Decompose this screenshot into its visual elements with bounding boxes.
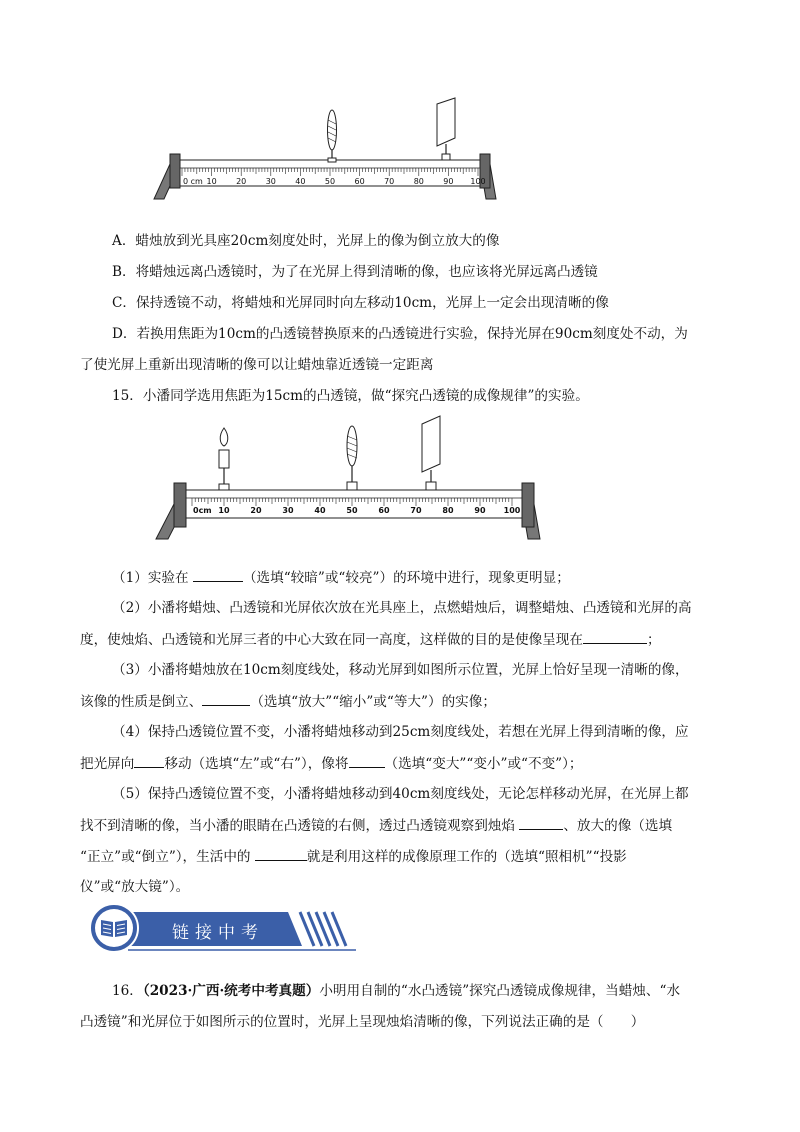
- ruler-label: 100: [470, 177, 486, 186]
- answer-blank[interactable]: [519, 815, 563, 830]
- question-16-line1: [112, 981, 680, 1001]
- ruler-label: 70: [384, 177, 395, 186]
- ruler-label: 30: [265, 177, 276, 186]
- q15-part4-line1: （4）保持凸透镜位置不变，小潘将蜡烛移动到25cm刻度线处，若想在光屏上得到清晰的像，应: [112, 724, 689, 740]
- q15-part2-line1: （2）小潘将蜡烛、凸透镜和光屏依次放在光具座上，点燃蜡烛后，调整蜡烛、凸透镜和光屏的高: [112, 600, 692, 616]
- optical-bench-figure-1: [150, 92, 500, 204]
- ruler-label: 90: [474, 506, 486, 515]
- ruler-label: 40: [295, 177, 306, 186]
- q15-part2-end: ；: [646, 632, 661, 648]
- book-icon: [90, 904, 138, 952]
- q15-part1-text: （1）实验在: [112, 570, 193, 586]
- ruler-label: 0cm: [193, 506, 212, 515]
- screen-icon: [437, 98, 455, 160]
- q15-part3-text-b: （选填“放大”“缩小”或“等大”）的实像；: [250, 694, 496, 710]
- ruler-label: 30: [282, 506, 294, 515]
- ruler-label: 10: [218, 506, 230, 515]
- q15-part3-text: 该像的性质是倒立、: [80, 694, 203, 710]
- q15-part5-line3: [80, 846, 627, 867]
- option-c: C．保持透镜不动，将蜡烛和光屏同时向左移动10cm，光屏上一定会出现清晰的像: [112, 295, 609, 311]
- lens-icon: [328, 110, 337, 162]
- q15-part3-line1: （3）小潘将蜡烛放在10cm刻度线处，移动光屏到如图所示位置，光屏上恰好呈现一清晰的像，: [112, 662, 689, 678]
- ruler-label: 20: [250, 506, 262, 515]
- q15-part5-text-d: 就是利用这样的成像原理工作的（选填“照相机”“投影: [306, 849, 627, 865]
- ruler-label: 80: [413, 177, 424, 186]
- ruler-label: 70: [410, 506, 422, 515]
- answer-blank[interactable]: [193, 567, 243, 582]
- option-d-line1: D．若换用焦距为10cm的凸透镜替换原来的凸透镜进行实验，保持光屏在90cm刻度处不动，为: [112, 326, 688, 342]
- ruler-label: 50: [346, 506, 358, 515]
- option-b: B．将蜡烛远离凸透镜时，为了在光屏上得到清晰的像，也应该将光屏远离凸透镜: [112, 264, 598, 280]
- answer-blank[interactable]: [202, 691, 250, 706]
- question-16-line2: 凸透镜”和光屏位于如图所示的位置时，光屏上呈现烛焰清晰的像，下列说法正确的是（ ）: [80, 1014, 645, 1030]
- answer-blank[interactable]: [255, 846, 307, 861]
- q15-part4-text-c: （选填“变大”“变小”或“不变”）；: [384, 756, 583, 772]
- answer-blank[interactable]: [134, 753, 164, 768]
- screen-icon: [422, 416, 440, 490]
- ruler-label: 80: [442, 506, 454, 515]
- ruler-label: 50: [324, 177, 336, 186]
- question-15-stem: 15．小潘同学选用焦距为15cm的凸透镜，做“探究凸透镜的成像规律”的实验。: [112, 388, 589, 404]
- question-16-number: 16．: [112, 983, 143, 999]
- section-banner-title: 链接中考: [172, 923, 264, 943]
- answer-blank[interactable]: [349, 753, 385, 768]
- q15-part1-text-b: （选填“较暗”或“较亮”）的环境中进行，现象更明显；: [242, 570, 570, 586]
- ruler-label: 40: [314, 506, 326, 515]
- ruler-label: 100: [503, 506, 521, 515]
- ruler-label: 90: [443, 177, 454, 186]
- question-16-text: 小明用自制的“水凸透镜”探究凸透镜成像规律，当蜡烛、“水: [319, 983, 681, 999]
- answer-blank[interactable]: [583, 629, 647, 644]
- q15-part5-text: 找不到清晰的像，当小潘的眼睛在凸透镜的右侧，透过凸透镜观察到烛焰: [80, 818, 520, 834]
- q15-part4-text: 把光屏向: [80, 756, 135, 772]
- option-d-line2: 了使光屏上重新出现清晰的像可以让蜡烛靠近透镜一定距离: [80, 357, 434, 373]
- ruler-label: 10: [206, 177, 217, 186]
- optical-bench-figure-2: [152, 412, 542, 544]
- q15-part4-text-b: 移动（选填“左”或“右”），像将: [164, 756, 349, 772]
- ruler-label: 20: [236, 177, 247, 186]
- q15-part2-text: 度，使烛焰、凸透镜和光屏三者的中心大致在同一高度，这样做的目的是使像呈现在: [80, 632, 583, 648]
- q15-part5-text-b: 、放大的像（选填: [563, 818, 673, 834]
- ruler-label: 60: [354, 177, 365, 186]
- q15-part5-line4: 仪”或“放大镜”）。: [80, 879, 190, 895]
- ruler-label: 0 cm: [183, 177, 203, 186]
- option-a: A．蜡烛放到光具座20cm刻度处时，光屏上的像为倒立放大的像: [112, 233, 500, 249]
- q15-part5-line1: （5）保持凸透镜位置不变，小潘将蜡烛移动到40cm刻度线处，无论怎样移动光屏，在光屏上都: [112, 786, 689, 802]
- q15-part4-line2: [80, 753, 583, 774]
- q15-part1: [112, 567, 570, 588]
- q15-part2-line2: [80, 629, 661, 650]
- q15-part5-text-c: “正立”或“倒立”），生活中的: [80, 849, 255, 865]
- ruler-label: 60: [378, 506, 390, 515]
- q15-part5-line2: [80, 815, 672, 836]
- question-16-source: （2023·广西·统考中考真题）: [142, 983, 320, 999]
- lens-icon: [347, 426, 357, 490]
- candle-icon: [219, 428, 229, 490]
- q15-part3-line2: [80, 691, 496, 712]
